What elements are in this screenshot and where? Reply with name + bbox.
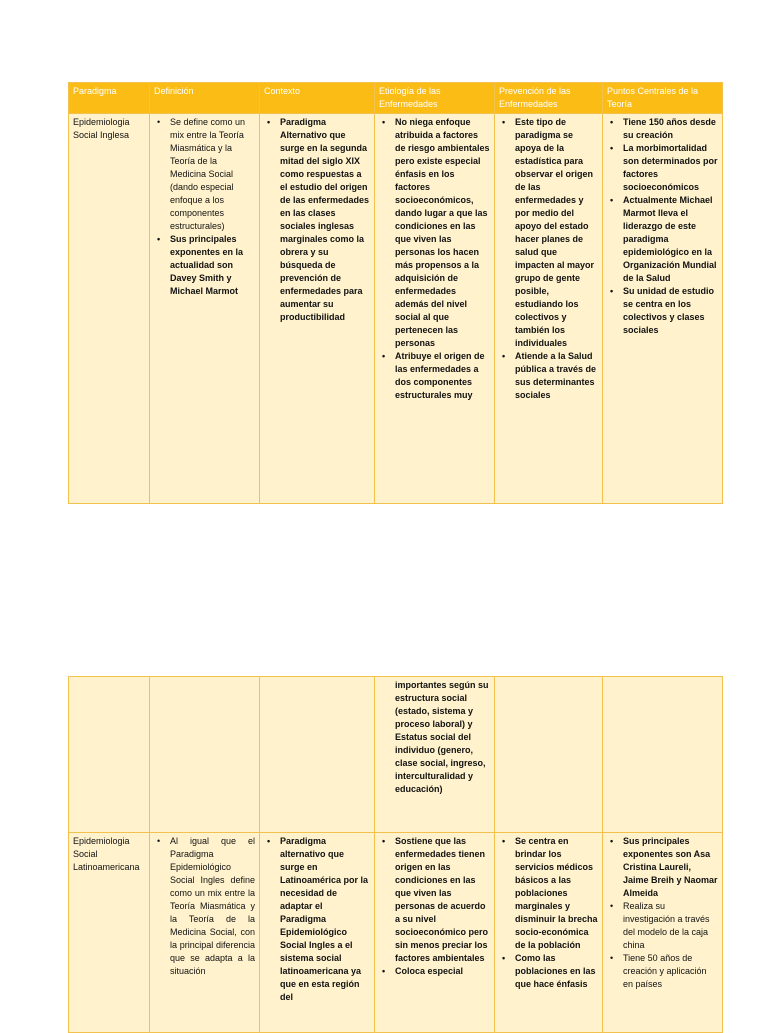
cell-contexto <box>260 833 375 1033</box>
cell-empty <box>150 677 260 833</box>
table-row <box>69 114 723 504</box>
cell-empty <box>69 677 150 833</box>
list-item: • Como las poblaciones en las que hace énfasis <box>511 952 598 991</box>
cell-paradigma: Epidemiologia Social Latinoamericana <box>69 833 150 1033</box>
list-item: • Tiene 50 años de creación y aplicación en países <box>619 952 718 991</box>
cell-definicion <box>150 833 260 1033</box>
cell-etiologia-continued <box>375 677 495 833</box>
cell-prevencion <box>495 114 603 504</box>
header-definicion: Definición <box>150 83 260 114</box>
list-item: • Paradigma alternativo que surge en Latinoamérica por la necesidad de adaptar el Paradigma Epidemiológico Social Ingles a el sistema social latinoamericana ya que en esta región del <box>276 835 370 1004</box>
list-item: • Coloca especial <box>391 965 490 978</box>
list-item: • Su unidad de estudio se centra en los colectivos y clases sociales <box>619 285 718 337</box>
cell-puntos <box>603 114 723 504</box>
list-item: • Tiene 150 años desde su creación <box>619 116 718 142</box>
list-item: • Sus principales exponentes en la actualidad son Davey Smith y Michael Marmot <box>166 233 255 298</box>
cell-paradigma: Epidemiologia Social Inglesa <box>69 114 150 504</box>
list-item: • Atribuye el origen de las enfermedades a dos componentes estructurales muy <box>391 350 490 402</box>
cell-empty <box>603 677 723 833</box>
paradigms-table-page-1 <box>68 82 723 504</box>
list-item: • Al igual que el Paradigma Epidemiológico Social Ingles define como un mix entre la Teoría Miasmática y la Teoría de la Medicina Social, con la principal diferencia que se adapta a la situación <box>166 835 255 978</box>
cell-empty <box>260 677 375 833</box>
cell-definicion <box>150 114 260 504</box>
header-puntos: Puntos Centrales de la Teoría <box>603 83 723 114</box>
list-item: • Sostiene que las enfermedades tienen origen en las condiciones en las que viven las personas de acuerdo a su nivel socioeconómico pero sin menos preciar los factores ambientales <box>391 835 490 965</box>
cell-contexto <box>260 114 375 504</box>
cell-prevencion <box>495 833 603 1033</box>
paradigms-table-page-2 <box>68 676 723 1033</box>
header-prevencion: Prevención de las Enfermedades <box>495 83 603 114</box>
table-row <box>69 833 723 1033</box>
cell-empty <box>495 677 603 833</box>
cell-etiologia <box>375 114 495 504</box>
cell-puntos <box>603 833 723 1033</box>
list-item: • Se define como un mix entre la Teoría Miasmática y la Teoría de la Medicina Social (dando especial enfoque a los componentes estructurales) <box>166 116 255 233</box>
cell-etiologia <box>375 833 495 1033</box>
header-contexto: Contexto <box>260 83 375 114</box>
list-item: • Paradigma Alternativo que surge en la segunda mitad del siglo XIX como respuestas a el estudio del origen de las enfermedades en las clases sociales inglesas marginales como la obrera y su búsqueda de prevención de enfermedades para aumentar su productibilidad <box>276 116 370 324</box>
list-item: • Se centra en brindar los servicios médicos básicos a las poblaciones marginales y disminuir la brecha socio-económica de la población <box>511 835 598 952</box>
list-item: • La morbimortalidad son determinados por factores socioeconómicos <box>619 142 718 194</box>
list-item: • Actualmente Michael Marmot lleva el liderazgo de este paradigma epidemiológico en la Organización Mundial de la Salud <box>619 194 718 285</box>
header-etiologia: Etiología de las Enfermedades <box>375 83 495 114</box>
continued-text: importantes según su estructura social (estado, sistema y proceso laboral) y Estatus social del individuo (genero, clase social, ingreso, interculturalidad y educación) <box>395 680 489 794</box>
header-paradigma: Paradigma <box>69 83 150 114</box>
table-header-row <box>69 83 723 114</box>
list-item: • Este tipo de paradigma se apoya de la estadística para observar el origen de las enfermedades y por medio del apoyo del estado hacer planes de salud que impacten al mayor grupo de gente posible, estudiando los colectivos y también los individuales <box>511 116 598 350</box>
list-item: • No niega enfoque atribuida a factores de riesgo ambientales pero existe especial énfasis en los factores socioeconómicos, dando lugar a que las condiciones en las que viven las personas los hacen más propensos a la adquisición de enfermedades además del nivel social al que pertenecen las personas <box>391 116 490 350</box>
list-item: • Atiende a la Salud pública a través de sus determinantes sociales <box>511 350 598 402</box>
list-item: • Sus principales exponentes son Asa Cristina Laureli, Jaime Breih y Naomar Almeida <box>619 835 718 900</box>
table-row <box>69 677 723 833</box>
list-item: • Realiza su investigación a través del modelo de la caja china <box>619 900 718 952</box>
